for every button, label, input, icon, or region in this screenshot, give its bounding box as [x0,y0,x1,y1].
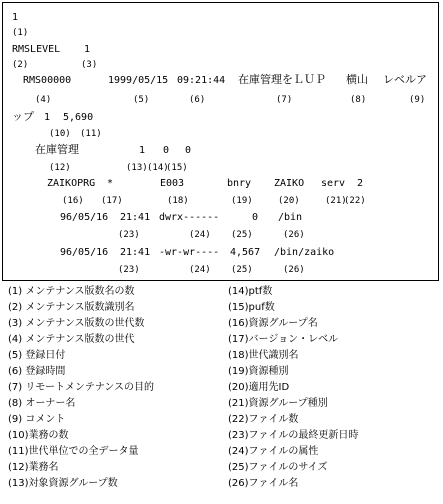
file-count: 2 [357,178,364,189]
note-11: (11) [80,129,102,139]
rmslevel-key: RMSLEVEL [12,44,61,55]
legend-item: (8) オーナー名 [8,398,76,409]
rms-id: RMS00000 [23,75,72,86]
note-19: (19) [231,196,253,206]
note-7: (7) [276,95,293,105]
maintenance-purpose: 在庫管理をＬＵＰ [238,73,326,86]
legend-item: (12)業務名 [8,462,59,473]
generation-name: E003 [160,178,185,189]
puf-count: 0 [185,145,192,156]
note-12: (12) [49,163,71,173]
file1-size: 0 [252,212,259,223]
legend-item: (17)バージョン・レベル [228,334,339,345]
note-1: (1) [12,28,29,38]
legend-item: (14)ptf数 [228,286,273,297]
legend-item: (20)適用先ID [228,382,290,393]
note-25: (25) [231,230,253,240]
owner-name: 横山 [346,73,368,86]
legend-item: (19)資源種別 [228,366,289,377]
note-17: (17) [101,196,123,206]
note-13: (13) [126,163,148,173]
file1-name: /bin [278,212,303,223]
legend-item: (26)ファイル名 [228,478,299,489]
note-18: (18) [167,196,189,206]
note-24: (24) [189,265,211,275]
note-25: (25) [231,265,253,275]
file2-date: 96/05/16 [60,247,109,258]
business-name: 在庫管理 [35,143,79,156]
legend-item: (3) メンテナンス版数の世代数 [8,318,145,329]
note-24: (24) [189,230,211,240]
file2-attributes: -wr-wr---- [159,247,220,258]
legend-item: (9) コメント [8,414,66,425]
file2-size: 4,567 [230,247,261,258]
note-26: (26) [283,265,305,275]
file2-time: 21:41 [120,247,151,258]
target-group-count: 1 [139,145,146,156]
legend-item: (21)資源グループ種別 [228,398,328,409]
legend-item: (24)ファイルの属性 [228,446,319,457]
note-3: (3) [81,60,98,70]
note-16: (16) [62,196,84,206]
legend-item: (18)世代識別名 [228,350,299,361]
note-4: (4) [35,95,52,105]
note-10: (10) [49,129,71,139]
legend-item: (10)業務の数 [8,430,69,441]
resource-group-type: serv [321,178,346,189]
rmslevel-value: 1 [84,44,91,55]
note-14: (14) [147,163,169,173]
legend-item: (11)世代単位での全データ量 [8,446,139,457]
comment-part2: ップ [12,110,34,123]
comment-part1: レベルア [383,73,427,86]
file1-attributes: dwrx------ [159,212,220,223]
legend-item: (1) メンテナンス版数名の数 [8,286,135,297]
note-26: (26) [283,230,305,240]
resource-group-name: ZAIKOPRG [47,178,96,189]
output-example-box [2,2,439,281]
note-6: (6) [189,95,206,105]
legend [0,285,443,504]
note-5: (5) [133,95,150,105]
note-22: (22) [344,196,366,206]
note-23: (23) [118,230,140,240]
resource-type: bnry [227,178,252,189]
rms-count: 1 [12,12,19,23]
business-count: 1 [44,112,51,123]
file1-date: 96/05/16 [60,212,109,223]
version-level: * [107,178,114,189]
file2-name: /bin/zaiko [274,247,335,258]
note-23: (23) [118,265,140,275]
target-id: ZAIKO [274,178,305,189]
note-8: (8) [350,95,367,105]
legend-item: (2) メンテナンス版数識別名 [8,302,135,313]
legend-item: (4) メンテナンス版数の世代 [8,334,135,345]
ptf-count: 0 [163,145,170,156]
legend-item: (23)ファイルの最終更新日時 [228,430,359,441]
note-15: (15) [166,163,188,173]
total-data-amount: 5,690 [63,112,94,123]
legend-item: (22)ファイル数 [228,414,299,425]
legend-item: (6) 登録時間 [8,366,66,377]
file1-time: 21:41 [120,212,151,223]
note-9: (9) [409,95,426,105]
register-time: 09:21:44 [177,75,226,86]
register-date: 1999/05/15 [108,75,169,86]
legend-item: (5) 登録日付 [8,350,66,361]
legend-item: (16)資源グループ名 [228,318,318,329]
note-2: (2) [12,60,29,70]
legend-item: (25)ファイルのサイズ [228,462,328,473]
note-21: (21) [325,196,347,206]
note-20: (20) [278,196,300,206]
legend-item: (7) リモートメンテナンスの目的 [8,382,155,393]
legend-item: (13)対象資源グループ数 [8,478,118,489]
legend-item: (15)puf数 [228,302,275,313]
